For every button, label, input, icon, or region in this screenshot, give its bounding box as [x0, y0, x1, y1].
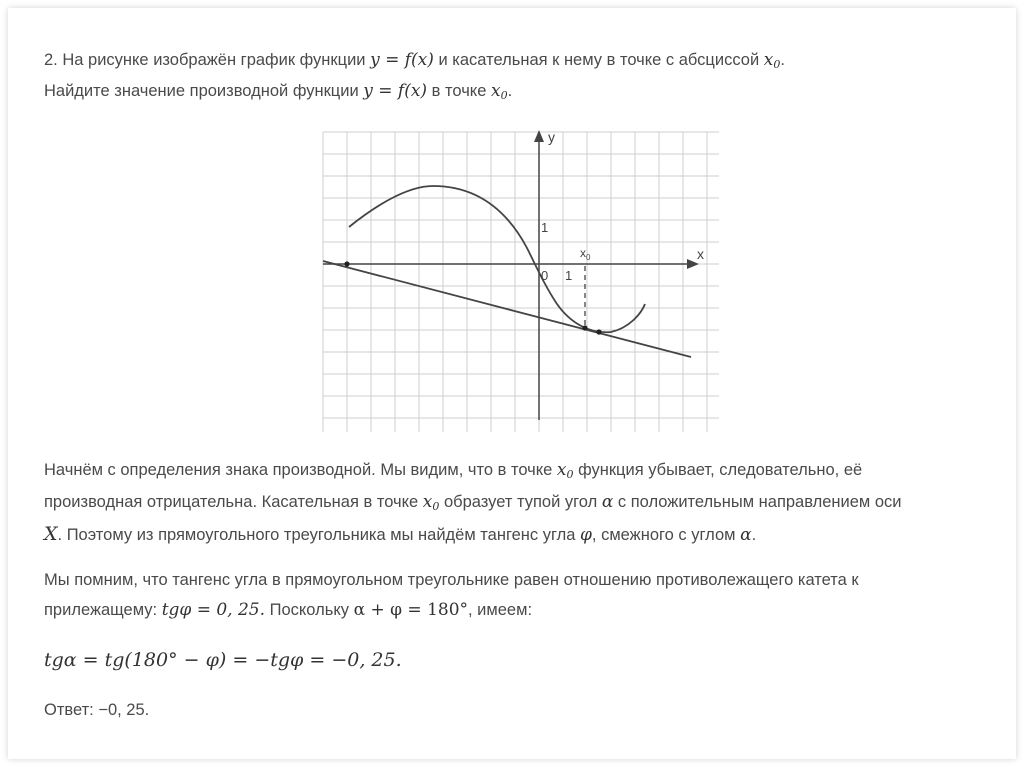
solution-line-4	[44, 567, 859, 593]
punctuation: .	[507, 82, 513, 100]
solution-text: образует тупой угол	[439, 493, 602, 511]
x0-notation	[557, 460, 574, 480]
alpha-symbol: α	[601, 492, 614, 512]
curve-point	[596, 329, 601, 334]
x-axis-label: x	[697, 246, 704, 262]
tg-phi-formula: tgφ = 0, 25.	[161, 600, 266, 620]
solution-text: производная отрицательна. Касательная в точке	[44, 493, 423, 511]
tangent-line	[323, 261, 691, 357]
x0-notation	[491, 81, 508, 101]
function-graph	[315, 128, 727, 438]
answer-text: Ответ: −0, 25.	[44, 701, 150, 719]
y-unit-label: 1	[541, 220, 549, 235]
function-notation: y = f(x)	[363, 81, 428, 101]
solution-text: , имеем:	[468, 601, 533, 619]
x0-var: x	[490, 81, 501, 101]
y-axis-label: y	[548, 129, 555, 145]
x0-subscript: 0	[500, 89, 508, 102]
problem-text: Найдите значение производной функции	[44, 82, 364, 100]
origin-label: 0	[541, 268, 549, 283]
x-unit-label: 1	[565, 268, 573, 283]
intersection-point	[344, 261, 349, 266]
angle-sum-formula: α + φ = 180°	[353, 600, 469, 620]
solution-text: Мы помним, что тангенс угла в прямоугольном треугольнике равен отношению противолежащего катета к	[44, 571, 859, 589]
solution-text: Начнём с определения знака производной. Мы видим, что в точке	[44, 461, 557, 479]
function-notation: y = f(x)	[370, 50, 434, 70]
solution-text: , смежного с углом	[591, 526, 741, 544]
problem-line-1	[44, 47, 785, 78]
phi-symbol: φ	[580, 525, 592, 545]
grid	[323, 132, 719, 432]
solution-line-1	[44, 457, 862, 488]
alpha-symbol: α	[740, 525, 752, 545]
x0-graph-var: x	[580, 246, 586, 260]
solution-text: . Поэтому из прямоугольного треугольника мы найдём тангенс угла	[57, 526, 581, 544]
solution-text: функция убывает, следовательно, её	[573, 461, 863, 479]
tangency-point	[582, 325, 587, 330]
x0-var: x	[422, 492, 433, 512]
x0-notation	[423, 492, 440, 512]
x0-var: x	[556, 460, 567, 480]
x0-notation	[764, 50, 781, 70]
solution-text: с положительным направлением оси	[613, 493, 902, 511]
punctuation: .	[780, 51, 785, 69]
solution-text: прилежащему:	[44, 601, 162, 619]
problem-text: 2. На рисунке изображён график функции	[44, 51, 371, 69]
function-curve	[349, 186, 645, 332]
problem-text: в точке	[427, 82, 491, 100]
solution-line-5	[44, 597, 532, 623]
x0-graph-subscript: 0	[586, 253, 591, 262]
solution-line-3	[44, 521, 756, 548]
x0-var: x	[763, 50, 774, 70]
solution-line-2	[44, 489, 902, 520]
main-formula: tgα = tg(180° − φ) = −tgφ = −0, 25.	[44, 649, 402, 671]
problem-text: и касательная к нему в точке с абсциссой	[433, 51, 764, 69]
punctuation: .	[751, 526, 757, 544]
main-formula-line	[44, 647, 402, 674]
x0-subscript: 0	[773, 58, 781, 71]
solution-text: Поскольку	[265, 601, 354, 619]
x0-subscript: 0	[432, 500, 440, 513]
x-axis-symbol: X	[44, 523, 58, 545]
answer-line	[44, 697, 149, 723]
x0-subscript: 0	[566, 468, 574, 481]
x0-graph-label	[580, 246, 591, 262]
problem-line-2	[44, 78, 512, 109]
